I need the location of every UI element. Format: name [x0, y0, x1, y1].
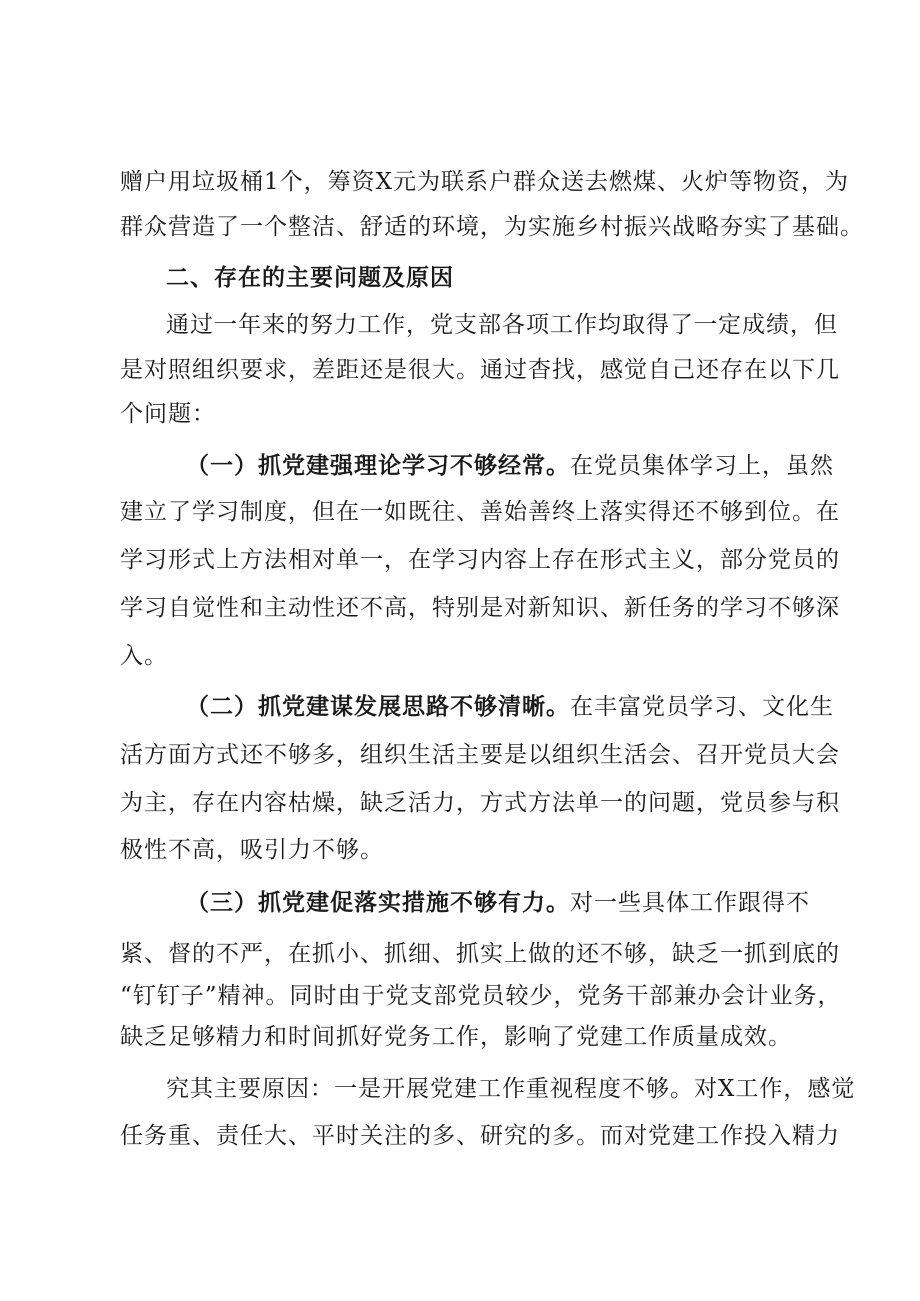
paragraph-line: 建立了学习制度，但在一如既往、善始善终上落实得还不够到位。在 — [120, 499, 840, 525]
paragraph-line: 学习自觉性和主动性还不高，特别是对新知识、新任务的学习不够深 — [120, 595, 840, 621]
paragraph-line: 任务重、责任大、平时关注的多、研究的多。而对党建工作投入精力 — [120, 1123, 840, 1149]
paragraph-line — [186, 691, 834, 723]
paragraph-line: 是对照组织要求，差距还是很大。通过杳找，感觉自己还存在以下几 — [120, 357, 840, 383]
subsection-heading: （二）抓党建谋发展思路不够清晰。 — [186, 693, 570, 720]
section-heading: 二、存在的主要问题及原因 — [166, 264, 454, 291]
paragraph-line: “钉钉子”精神。同时由于党支部党员较少，党务干部兼办会计业务， — [120, 983, 842, 1009]
paragraph-line: 活方面方式还不够多，组织生活主要是以组织生活会、召开党员大会 — [120, 742, 840, 768]
paragraph-line: 通过一年来的努力工作，党支部各项工作均取得了一定成绩，但 — [166, 312, 838, 338]
paragraph-line: 紧、督的不严，在抓小、抓细、抓实上做的还不够，缺乏一抓到底的 — [120, 941, 840, 967]
paragraph-text: 对一些具体工作跟得不 — [570, 890, 810, 916]
paragraph-line: 入。 — [120, 643, 168, 669]
paragraph-line: 为主，存在内容枯燥，缺乏活力，方式方法单一的问题，党员参与积 — [120, 790, 840, 816]
paragraph-text: 在丰富党员学习、文化生 — [570, 694, 834, 720]
paragraph-line: 缺乏足够精力和时间抓好党务工作，影响了党建工作质量成效。 — [120, 1024, 792, 1050]
paragraph-line: 个问题： — [120, 401, 216, 427]
paragraph-line — [186, 887, 810, 919]
paragraph-line: 极性不高，吸引力不够。 — [120, 837, 384, 863]
paragraph-line: 学习形式上方法相对单一，在学习内容上存在形式主义，部分党员的 — [120, 547, 840, 573]
paragraph-line — [186, 450, 834, 482]
subsection-heading: （三）抓党建促落实措施不够有力。 — [186, 889, 570, 916]
subsection-heading: （一）抓党建强理论学习不够经常。 — [186, 452, 570, 479]
paragraph-line: 赠户用垃圾桶1个，筹资X元为联系户群众送去燃煤、火炉等物资，为 — [120, 169, 850, 195]
paragraph-line: 究其主要原因：一是开展党建工作重视程度不够。对X工作，感觉 — [166, 1076, 856, 1102]
paragraph-line: 群众营造了一个整洁、舒适的环境，为实施乡村振兴战略夯实了基础。 — [120, 214, 864, 240]
paragraph-text: 在党员集体学习上，虽然 — [570, 453, 834, 479]
